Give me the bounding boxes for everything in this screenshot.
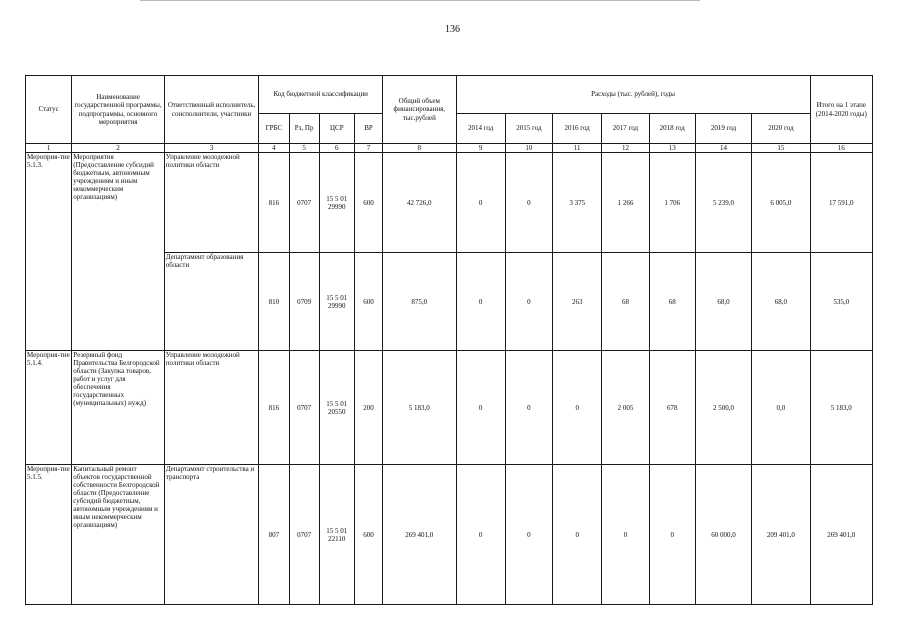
table-row [26, 153, 873, 253]
column-number-row [26, 144, 873, 153]
header-year: 2018 год [649, 114, 695, 144]
cell-2015: 0 [505, 351, 552, 465]
row-status: Мероприя-тие 5.1.5. [26, 465, 72, 605]
cell-total: 269 401,0 [383, 465, 456, 605]
cell-2014: 0 [456, 153, 505, 253]
table-row [26, 465, 873, 605]
cell-rzpr: 0707 [289, 153, 319, 253]
column-number: 5 [289, 144, 319, 153]
cell-2018: 678 [649, 351, 695, 465]
cell-2017: 68 [602, 253, 649, 351]
row-responsible: Департамент образования области [164, 253, 259, 351]
cell-grbs: 816 [259, 153, 289, 253]
cell-2020: 68,0 [752, 253, 810, 351]
column-number: 3 [164, 144, 259, 153]
column-number: 10 [505, 144, 552, 153]
cell-2019: 60 000,0 [695, 465, 751, 605]
header-expenses: Расходы (тыс. рублей), годы [456, 76, 810, 114]
cell-2014: 0 [456, 351, 505, 465]
page-number: 136 [445, 24, 460, 35]
cell-grbs: 816 [259, 351, 289, 465]
cell-2016: 0 [553, 351, 602, 465]
cell-grbs: 810 [259, 253, 289, 351]
budget-table [25, 75, 873, 605]
cell-vr: 600 [354, 465, 382, 605]
cell-2020: 0,0 [752, 351, 810, 465]
header-total: Общий объем финансирования, тыс.рублей [383, 76, 456, 144]
cell-vr: 200 [354, 351, 382, 465]
column-number: 16 [810, 144, 872, 153]
header-year: 2020 год [752, 114, 810, 144]
cell-vr: 600 [354, 253, 382, 351]
cell-csr: 15 5 01 29990 [319, 253, 354, 351]
header-csr: ЦСР [319, 114, 354, 144]
cell-csr: 15 5 01 29990 [319, 153, 354, 253]
cell-2018: 1 706 [649, 153, 695, 253]
column-number: 12 [602, 144, 649, 153]
table-row [26, 351, 873, 465]
column-number: 7 [354, 144, 382, 153]
cell-2014: 0 [456, 465, 505, 605]
cell-2014: 0 [456, 253, 505, 351]
header-year: 2014 год [456, 114, 505, 144]
cell-2017: 0 [602, 465, 649, 605]
column-number: 8 [383, 144, 456, 153]
header-grbs: ГРБС [259, 114, 289, 144]
column-number: 15 [752, 144, 810, 153]
row-name: Капитальный ремонт объектов государственной собственности Белгородской области (Предоставление субсидий бюджетным, автономным учреждениям и иным некоммерческим организациям) [72, 465, 165, 605]
column-number: 1 [26, 144, 72, 153]
cell-2019: 68,0 [695, 253, 751, 351]
row-status: Мероприя-тие 5.1.4. [26, 351, 72, 465]
cell-2015: 0 [505, 465, 552, 605]
column-number: 13 [649, 144, 695, 153]
cell-stage-total: 17 591,0 [810, 153, 872, 253]
header-year: 2019 год [695, 114, 751, 144]
cell-rzpr: 0707 [289, 351, 319, 465]
row-name: Резервный фонд Правительства Белгородской области (Закупка товаров, работ и услуг для обеспечения государственных (муниципальных) нужд) [72, 351, 165, 465]
column-number: 2 [72, 144, 165, 153]
cell-2017: 1 266 [602, 153, 649, 253]
cell-csr: 15 5 01 20550 [319, 351, 354, 465]
column-number: 14 [695, 144, 751, 153]
cell-2020: 209 401,0 [752, 465, 810, 605]
cell-2019: 2 500,0 [695, 351, 751, 465]
cell-stage-total: 535,0 [810, 253, 872, 351]
column-number: 4 [259, 144, 289, 153]
scan-top-line [140, 0, 700, 1]
row-responsible: Департамент строительства и транспорта [164, 465, 259, 605]
cell-2018: 68 [649, 253, 695, 351]
cell-2016: 263 [553, 253, 602, 351]
cell-2016: 0 [553, 465, 602, 605]
cell-2017: 2 005 [602, 351, 649, 465]
cell-2015: 0 [505, 253, 552, 351]
header-year: 2015 год [505, 114, 552, 144]
cell-grbs: 807 [259, 465, 289, 605]
cell-2016: 3 375 [553, 153, 602, 253]
cell-total: 5 183,0 [383, 351, 456, 465]
cell-vr: 600 [354, 153, 382, 253]
header-year: 2016 год [553, 114, 602, 144]
row-name: Мероприятия (Предоставление субсидий бюджетным, автономным учреждениям и иным некоммерческим организациям) [72, 153, 165, 351]
cell-rzpr: 0709 [289, 253, 319, 351]
header-responsible: Ответственный исполнитель, соисполнители, участники [164, 76, 259, 144]
cell-2020: 6 005,0 [752, 153, 810, 253]
cell-2019: 5 239,0 [695, 153, 751, 253]
header-name: Наименование государственной программы, подпрограммы, основного мероприятия [72, 76, 165, 144]
header-status: Статус [26, 76, 72, 144]
header-year: 2017 год [602, 114, 649, 144]
cell-csr: 15 5 01 22110 [319, 465, 354, 605]
cell-stage-total: 5 183,0 [810, 351, 872, 465]
cell-stage-total: 269 401,0 [810, 465, 872, 605]
cell-total: 42 726,0 [383, 153, 456, 253]
cell-total: 875,0 [383, 253, 456, 351]
row-responsible: Управление молодежной политики области [164, 153, 259, 253]
column-number: 11 [553, 144, 602, 153]
cell-rzpr: 0707 [289, 465, 319, 605]
cell-2015: 0 [505, 153, 552, 253]
column-number: 6 [319, 144, 354, 153]
header-rzpr: Рз, Пр [289, 114, 319, 144]
header-budget-code: Код бюджетной классификации [259, 76, 383, 114]
header-vr: ВР [354, 114, 382, 144]
header-stage-total: Итого на 1 этапе (2014-2020 годы) [810, 76, 872, 144]
row-responsible: Управление молодежной политики области [164, 351, 259, 465]
column-number: 9 [456, 144, 505, 153]
cell-2018: 0 [649, 465, 695, 605]
row-status: Мероприя-тие 5.1.3. [26, 153, 72, 351]
